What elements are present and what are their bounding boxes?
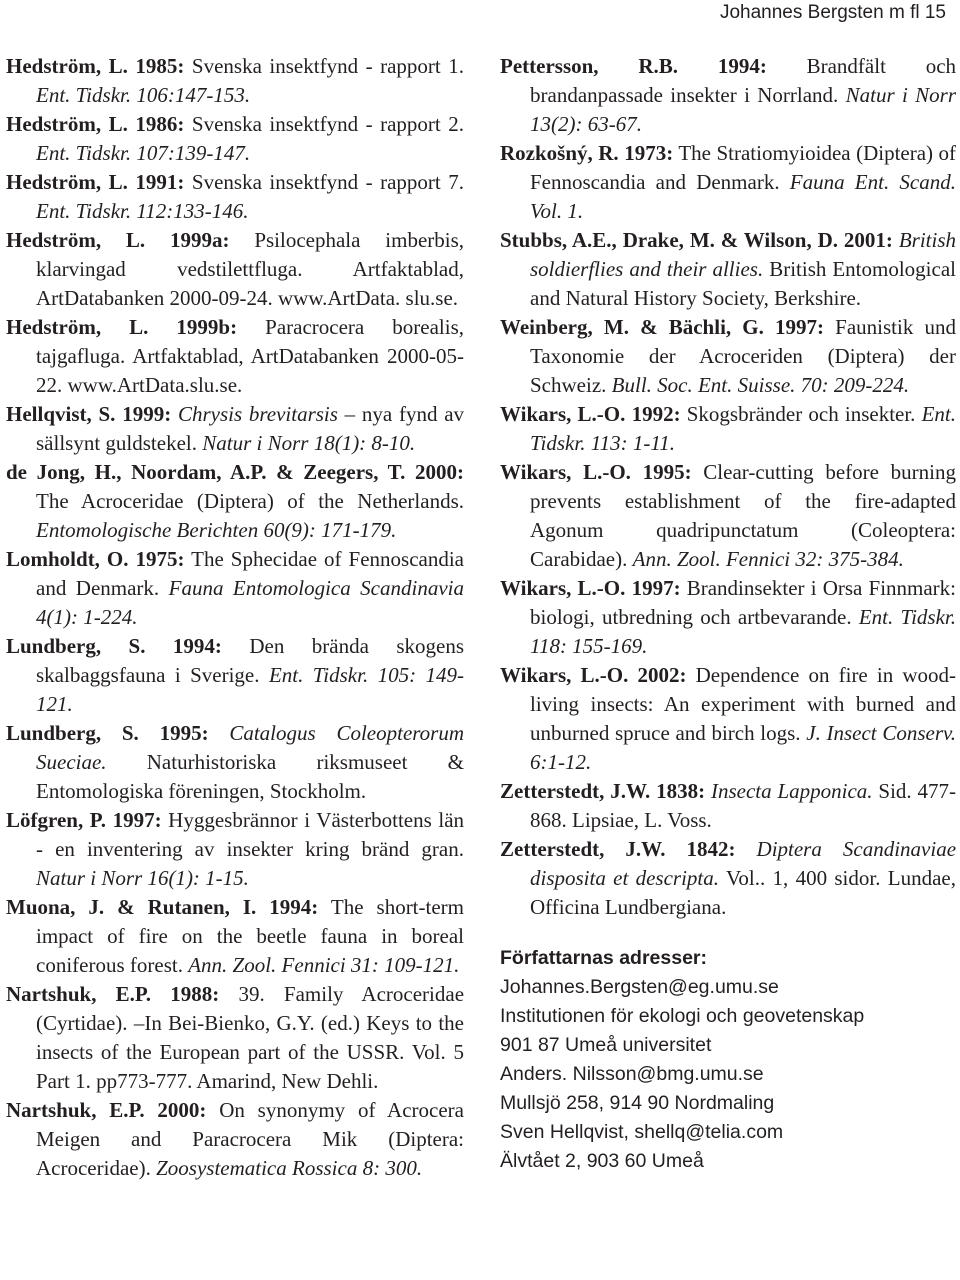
reference-author: Muona, J. & Rutanen, I. [6, 895, 257, 919]
reference-author: Lundberg, S. [6, 634, 146, 658]
reference-year: 1973: [624, 141, 674, 165]
reference-source: Zoosystematica Rossica 8: 300. [156, 1156, 423, 1180]
reference-source: Ann. Zool. Fennici 31: 109-121. [188, 953, 460, 977]
reference-entry [6, 226, 464, 313]
reference-year: 2000: [415, 460, 465, 484]
reference-author: Zetterstedt, J.W. [500, 837, 666, 861]
reference-source: Entomologische Berichten 60(9): 171-179. [36, 518, 397, 542]
reference-entry [500, 458, 956, 574]
reference-year: 1994: [172, 634, 222, 658]
reference-text: Svenska insektfynd - rapport 7. [191, 170, 465, 194]
reference-entry [500, 52, 956, 139]
reference-author: Stubbs, A.E., Drake, M. & Wilson, D. [500, 228, 839, 252]
reference-entry [6, 110, 464, 168]
references-column-right [500, 52, 956, 1176]
reference-year: 1992: [631, 402, 681, 426]
reference-entry [500, 661, 956, 777]
reference-author: Hedström, L. [6, 170, 128, 194]
reference-text: Sid. 477-868. Lipsiae, L. Voss. [530, 779, 956, 832]
reference-text: Clear-cutting before burning prevents establishment of the fire-adapted Agonum quadripunctatum (Coleoptera: Carabidae). [530, 460, 956, 571]
reference-entry [500, 226, 956, 313]
reference-entry [6, 893, 464, 980]
reference-text: Vol.. 1, 400 sidor. Lundae, Officina Lundbergiana. [530, 866, 956, 919]
address-line: 901 87 Umeå universitet [500, 1034, 712, 1056]
reference-year: 1985: [135, 54, 185, 78]
reference-italic-title: Diptera Scandinaviae disposita et descripta. [530, 837, 957, 890]
reference-source: Fauna Ent. Scand. Vol. 1. [530, 170, 956, 223]
reference-source: Bull. Soc. Ent. Suisse. 70: 209-224. [611, 373, 910, 397]
reference-text: The Stratiomyioidea (Diptera) of Fennoscandia and Denmark. [530, 141, 957, 194]
addresses-heading: Författarnas adresser: [500, 947, 707, 969]
reference-text: Paracrocera borealis, tajgafluga. Artfaktablad, ArtDatabanken 2000-05-22. www.ArtData.slu.se. [36, 315, 465, 397]
reference-entry [6, 719, 464, 806]
reference-source: Ent. Tidskr. 106:147-153. [36, 83, 251, 107]
reference-text: Brandinsekter i Orsa Finnmark: biologi, utbredning och artbevarande. [530, 576, 957, 629]
reference-year: 1838: [656, 779, 706, 803]
reference-source: Ent. Tidskr. 105: 149-121. [36, 663, 465, 716]
reference-year: 1999a: [169, 228, 230, 252]
reference-source: Ent. Tidskr. 112:133-146. [36, 199, 249, 223]
reference-entry [6, 400, 464, 458]
reference-entry [500, 777, 956, 835]
references-column-left [6, 52, 464, 1183]
reference-author: Wikars, L.-O. [500, 460, 631, 484]
author-addresses [500, 944, 956, 1176]
reference-text: Svenska insektfynd - rapport 1. [191, 54, 465, 78]
address-line: Johannes.Bergsten@eg.umu.se [500, 976, 779, 998]
reference-author: Löfgren, P. [6, 808, 106, 832]
reference-year: 1999: [122, 402, 172, 426]
reference-author: Weinberg, M. & Bächli, G. [500, 315, 764, 339]
reference-year: 1988: [170, 982, 220, 1006]
references-list-right [500, 52, 956, 922]
reference-text: British Entomological and Natural History Society, Berkshire. [530, 257, 956, 310]
reference-year: 2001: [843, 228, 893, 252]
reference-text: Skogsbränder och insekter. [686, 402, 916, 426]
reference-year: 2002: [637, 663, 687, 687]
reference-text: Psilocephala imberbis, klarvingad vedstilettfluga. Artfaktablad, ArtDatabanken 2000-09-24. www.ArtData. slu.se. [36, 228, 465, 310]
address-line: Mullsjö 258, 914 90 Nordmaling [500, 1092, 775, 1114]
reference-entry [6, 1096, 464, 1183]
reference-year: 1997: [631, 576, 681, 600]
reference-year: 1994: [717, 54, 767, 78]
reference-entry [6, 980, 464, 1096]
reference-text: – nya fynd av sällsynt guldstekel. [36, 402, 465, 455]
reference-entry [500, 313, 956, 400]
reference-text: Dependence on fire in wood-living insects: An experiment with burned and unburned spruce and birch logs. [530, 663, 956, 745]
reference-entry [6, 52, 464, 110]
reference-text: The Sphecidae of Fennoscandia and Denmark. [36, 547, 464, 600]
reference-text: Faunistik und Taxonomie der Acroceriden (Diptera) der Schweiz. [530, 315, 956, 397]
reference-text: Den brända skogens skalbaggsfauna i Sverige. [36, 634, 465, 687]
reference-source: Ent. Tidskr. 118: 155-169. [530, 605, 956, 658]
reference-year: 1986: [135, 112, 185, 136]
reference-entry [500, 835, 956, 922]
reference-author: Wikars, L.-O. [500, 402, 626, 426]
reference-year: 1842: [686, 837, 736, 861]
reference-text: The Acroceridae (Diptera) of the Netherlands. [36, 489, 464, 513]
reference-year: 2000: [157, 1098, 207, 1122]
reference-italic-title: Chrysis brevitarsis [177, 402, 338, 426]
reference-source: Ent. Tidskr. 107:139-147. [36, 141, 251, 165]
reference-entry [6, 313, 464, 400]
reference-entry [6, 458, 464, 545]
reference-author: Lundberg, S. [6, 721, 139, 745]
reference-author: Rozkošný, R. [500, 141, 619, 165]
reference-year: 1991: [135, 170, 185, 194]
reference-text: Svenska insektfynd - rapport 2. [191, 112, 465, 136]
reference-year: 1975: [135, 547, 185, 571]
reference-source: Natur i Norr 18(1): 8-10. [202, 431, 416, 455]
reference-author: Wikars, L.-O. [500, 576, 626, 600]
address-line: Sven Hellqvist, shellq@telia.com [500, 1121, 784, 1143]
reference-author: Pettersson, R.B. [500, 54, 679, 78]
address-line: Anders. Nilsson@bmg.umu.se [500, 1063, 764, 1085]
reference-source: Fauna Entomologica Scandinavia 4(1): 1-224. [36, 576, 464, 629]
reference-author: Nartshuk, E.P. [6, 982, 152, 1006]
reference-entry [6, 545, 464, 632]
reference-author: de Jong, H., Noordam, A.P. & Zeegers, T. [6, 460, 406, 484]
reference-author: Hedström, L. [6, 54, 128, 78]
reference-author: Wikars, L.-O. [500, 663, 629, 687]
reference-year: 1994: [269, 895, 319, 919]
reference-entry [6, 168, 464, 226]
reference-year: 1997: [112, 808, 162, 832]
reference-text: 39. Family Acroceridae (Cyrtidae). –In Bei-Bienko, G.Y. (ed.) Keys to the insects of the European part of the USSR. Vol. 5 Part 1. pp773-777. Amarind, New Dehli. [36, 982, 465, 1093]
reference-italic-title: Catalogus Coleopterorum Sueciae. [36, 721, 465, 774]
reference-source: Natur i Norr 13(2): 63-67. [530, 83, 957, 136]
reference-author: Hedström, L. [6, 315, 149, 339]
reference-entry [6, 632, 464, 719]
reference-year: 1999b: [176, 315, 238, 339]
reference-year: 1995: [159, 721, 209, 745]
reference-entry [500, 400, 956, 458]
address-line: Institutionen för ekologi och geovetenskap [500, 1005, 865, 1027]
reference-text: Hyggesbrännor i Västerbottens län - en inventering av insekter kring bränd gran. [36, 808, 465, 861]
reference-text: On synonymy of Acrocera Meigen and Paracrocera Mik (Diptera: Acroceridae). [36, 1098, 464, 1180]
reference-source: Ann. Zool. Fennici 32: 375-384. [632, 547, 904, 571]
reference-year: 1997: [775, 315, 825, 339]
reference-text: The short-term impact of fire on the beetle fauna in boreal coniferous forest. [36, 895, 464, 977]
reference-author: Hedström, L. [6, 228, 146, 252]
reference-author: Nartshuk, E.P. [6, 1098, 145, 1122]
reference-author: Hellqvist, S. [6, 402, 116, 426]
reference-author: Hedström, L. [6, 112, 128, 136]
reference-entry [500, 574, 956, 661]
reference-text: Naturhistoriska riksmuseet & Entomologiska föreningen, Stockholm. [36, 750, 464, 803]
address-line: Älvtået 2, 903 60 Umeå [500, 1150, 704, 1172]
reference-author: Lomholdt, O. [6, 547, 129, 571]
reference-italic-title: Insecta Lapponica. [710, 779, 873, 803]
reference-text: Brandfält och brandanpassade insekter i Norrland. [530, 54, 957, 107]
running-head: Johannes Bergsten m fl 15 [719, 2, 946, 23]
reference-year: 1995: [642, 460, 692, 484]
reference-author: Zetterstedt, J.W. [500, 779, 651, 803]
reference-source: Natur i Norr 16(1): 1-15. [36, 866, 249, 890]
reference-entry [6, 806, 464, 893]
reference-source: Ent. Tidskr. 113: 1-11. [530, 402, 957, 455]
reference-entry [500, 139, 956, 226]
reference-italic-title: British soldierflies and their allies. [530, 228, 957, 281]
reference-source: J. Insect Conserv. 6:1-12. [530, 721, 956, 774]
